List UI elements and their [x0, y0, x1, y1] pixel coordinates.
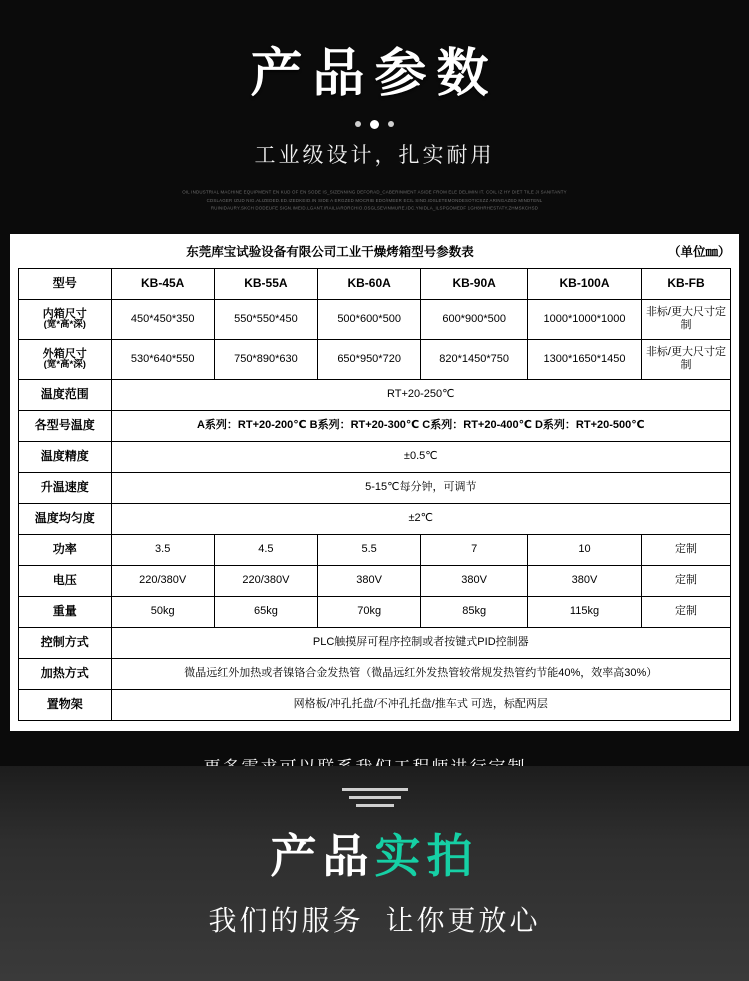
cell: 530*640*550	[111, 339, 214, 379]
page-subtitle: 工业级设计，扎实耐用	[254, 144, 495, 168]
table-header-row	[19, 268, 731, 299]
cell: 1000*1000*1000	[528, 299, 642, 339]
footer-subtitle	[0, 899, 749, 939]
cell: 10	[528, 534, 642, 565]
cell-span: 网格板/冲孔托盘/不冲孔托盘/推车式 可选，标配两层	[111, 689, 730, 720]
col-header-3: KB-60A	[318, 268, 421, 299]
row-label-sub: (宽*高*深)	[43, 319, 86, 331]
row-label-main: 外箱尺寸	[42, 347, 87, 360]
cell: 220/380V	[111, 565, 214, 596]
cell-span: 微晶远红外加热或者镍铬合金发热管（微晶远红外发热管较常规发热管约节能40%，效率高30%）	[111, 658, 730, 689]
row-label-shelf: 置物架	[19, 689, 112, 720]
cell: 4.5	[214, 534, 317, 565]
row-label-weight: 重量	[19, 596, 112, 627]
table-row	[19, 299, 731, 339]
dot-divider	[0, 119, 749, 129]
cell: 70kg	[318, 596, 421, 627]
table-row	[19, 658, 731, 689]
cell: 定制	[641, 596, 730, 627]
page-title: 产品参数	[250, 45, 499, 103]
row-label-sub: (宽*高*深)	[43, 359, 86, 371]
col-header-4: KB-90A	[421, 268, 528, 299]
col-header-1: KB-45A	[111, 268, 214, 299]
cell: 50kg	[111, 596, 214, 627]
divider-bar-3	[356, 804, 394, 807]
footer-subtitle-right: 让你更放心	[385, 905, 541, 936]
row-label-inner-size	[19, 299, 112, 339]
cell: 500*600*500	[318, 299, 421, 339]
footer-title-accent: 实拍	[374, 830, 479, 882]
fine-print-line-2: CDSLAGER IZUD NIG.ALIZEDED.ED.IZEDKEID.IN SIDE A ERGZED MOCRIB EDO/IMEER ECIL SIND.IDSLETEMONDESOTICSZZ ARINGAZED MINDTENL	[206, 197, 543, 203]
cell: 550*550*450	[214, 299, 317, 339]
table-row	[19, 503, 731, 534]
cell: 650*950*720	[318, 339, 421, 379]
col-header-6: KB-FB	[641, 268, 730, 299]
cell: 115kg	[528, 596, 642, 627]
cell: 定制	[641, 565, 730, 596]
cell-span: ±2℃	[111, 503, 730, 534]
cell-span: ±0.5℃	[111, 441, 730, 472]
cell: 定制	[641, 534, 730, 565]
cell: 380V	[421, 565, 528, 596]
cell: 非标/更大尺寸定制	[641, 299, 730, 339]
row-label-heating-rate: 升温速度	[19, 472, 112, 503]
row-label-temp-accuracy: 温度精度	[19, 441, 112, 472]
dot-small-right	[388, 121, 394, 127]
row-label-voltage: 电压	[19, 565, 112, 596]
row-label-model-temp: 各型号温度	[19, 410, 112, 441]
cell: 750*890*630	[214, 339, 317, 379]
cell: 85kg	[421, 596, 528, 627]
cell: 非标/更大尺寸定制	[641, 339, 730, 379]
dot-large-center	[370, 120, 379, 129]
spec-table-container	[10, 234, 739, 731]
table-unit-note: （单位㎜）	[667, 245, 731, 260]
table-row	[19, 410, 731, 441]
bar-divider	[0, 766, 749, 807]
cell: 1300*1650*1450	[528, 339, 642, 379]
col-header-5: KB-100A	[528, 268, 642, 299]
table-row	[19, 534, 731, 565]
col-header-2: KB-55A	[214, 268, 317, 299]
footer-title-part1: 产品	[270, 830, 375, 882]
cell: 450*450*350	[111, 299, 214, 339]
row-label-power: 功率	[19, 534, 112, 565]
cell: 380V	[318, 565, 421, 596]
spec-table	[18, 240, 731, 721]
cell: 600*900*500	[421, 299, 528, 339]
row-label-control-mode: 控制方式	[19, 627, 112, 658]
table-row	[19, 689, 731, 720]
cell: 7	[421, 534, 528, 565]
table-caption-row	[19, 240, 731, 268]
table-row	[19, 379, 731, 410]
table-row	[19, 339, 731, 379]
row-label-heating-mode: 加热方式	[19, 658, 112, 689]
cell-span: 5-15℃每分钟，可调节	[111, 472, 730, 503]
cell: 65kg	[214, 596, 317, 627]
table-caption: 东莞库宝试验设备有限公司工业干燥烤箱型号参数表	[186, 245, 474, 260]
divider-bar-2	[349, 796, 401, 799]
footer-title	[0, 830, 749, 882]
cell: 380V	[528, 565, 642, 596]
table-row	[19, 565, 731, 596]
table-row	[19, 472, 731, 503]
table-row	[19, 596, 731, 627]
cell: 5.5	[318, 534, 421, 565]
cell: 820*1450*750	[421, 339, 528, 379]
footer-subtitle-left: 我们的服务	[208, 905, 364, 936]
fine-print-line-3: RUINIDAURY.SKCH DODEUFE SIGN.IMEID.LGANT.IRAILIARORCHIO.OSGLSEVINMURE.IDC.YNIDLA_ILSPGOMEDF 1GH8HRHESTATY.ZHMSKCHSD	[210, 205, 539, 212]
cell-span: A系列：RT+20-200℃ B系列：RT+20-300℃ C系列：RT+20-400℃ D系列：RT+20-500℃	[111, 410, 730, 441]
col-header-0: 型号	[19, 268, 112, 299]
cell-span: PLC触摸屏可程序控制或者按键式PID控制器	[111, 627, 730, 658]
row-label-outer-size	[19, 339, 112, 379]
cell: 3.5	[111, 534, 214, 565]
fine-print-line-1: OIL INDUSTRIAL MACHINE EQUIPMENT EN KUD OF EN SODE IS_SIZENNING DEFORAD_CABERINMENT ASIDE FROM ELE DELIMIN IT. COIL IZ HY DIET TILE JI SANITANTY	[182, 189, 567, 195]
row-label-main: 内箱尺寸	[42, 307, 87, 320]
row-label-temp-uniformity: 温度均匀度	[19, 503, 112, 534]
table-row	[19, 627, 731, 658]
header-section	[0, 0, 749, 212]
fine-print-block	[115, 189, 635, 213]
row-label-temp-range: 温度范围	[19, 379, 112, 410]
divider-bar-1	[342, 788, 408, 791]
table-row	[19, 441, 731, 472]
footer-section	[0, 766, 749, 981]
cell: 220/380V	[214, 565, 317, 596]
cell-span: RT+20-250℃	[111, 379, 730, 410]
dot-small-left	[355, 121, 361, 127]
